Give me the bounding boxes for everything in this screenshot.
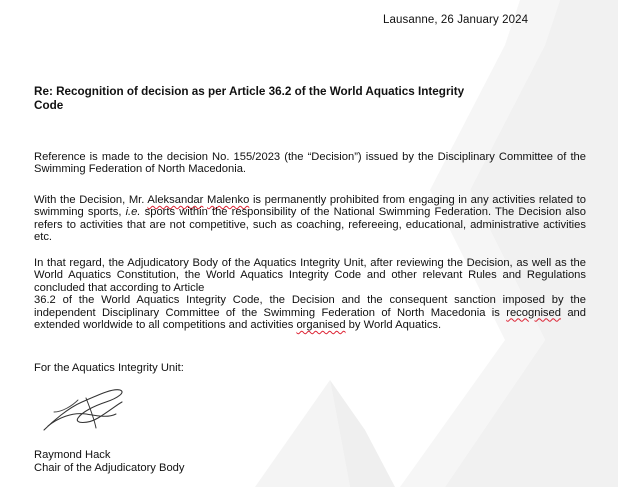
text-segment: 36.2 of the World Aquatics Integrity Code, the Decision and the consequent sanction imposed by the independent Disciplinary Committee of the Swimming Federation of North Macedonia is — [34, 294, 586, 319]
paragraph-decision — [34, 194, 586, 244]
text-segment: by World Aquatics. — [345, 319, 442, 332]
closing-line: For the Aquatics Integrity Unit: — [34, 362, 184, 374]
person-last-name: Malenko — [207, 194, 250, 206]
paragraph-recognition-part-a: In that regard, the Adjudicatory Body of the Aquatics Integrity Unit, after reviewing the Decision, as well as the World Aquatics Constitution, the World Aquatics Integrity Code and other relevant Rules and Regulations concluded that according to Article — [34, 257, 586, 294]
paragraph-reference: Reference is made to the decision No. 155/2023 (the “Decision”) issued by the Disciplinary Committee of the Swimming Federation of North Macedonia. — [34, 151, 586, 176]
handwritten-signature — [38, 378, 132, 436]
subject-line-1: Re: Recognition of decision as per Article 36.2 of the World Aquatics Integrity — [34, 85, 465, 98]
signatory-title: Chair of the Adjudicatory Body — [34, 462, 185, 474]
subject-heading — [34, 85, 582, 113]
signatory-name: Raymond Hack — [34, 449, 111, 461]
ie-abbreviation: i.e. — [125, 206, 141, 219]
paragraph-recognition — [34, 257, 586, 331]
letter-date: Lausanne, 26 January 2024 — [383, 14, 529, 26]
signatory-block — [34, 449, 185, 475]
text-segment: is permanently prohibited from engaging in any activities related to swimming sports, — [34, 194, 586, 219]
text-segment: and extended worldwide to all competitions and activities — [34, 306, 586, 332]
word-organised: organised — [296, 319, 346, 332]
word-recognised: recognised — [506, 306, 561, 319]
text-segment: With the Decision, Mr. — [34, 194, 148, 206]
text-segment: sports within the responsibility of the National Swimming Federation. The Decision also refers to activities that are not competitive, such as coaching, refereeing, educational, administrative activities etc. — [34, 206, 586, 244]
paragraph-recognition-part-b — [34, 294, 586, 331]
person-first-name: Aleksandar — [147, 194, 204, 206]
subject-line-2: Code — [34, 99, 64, 112]
